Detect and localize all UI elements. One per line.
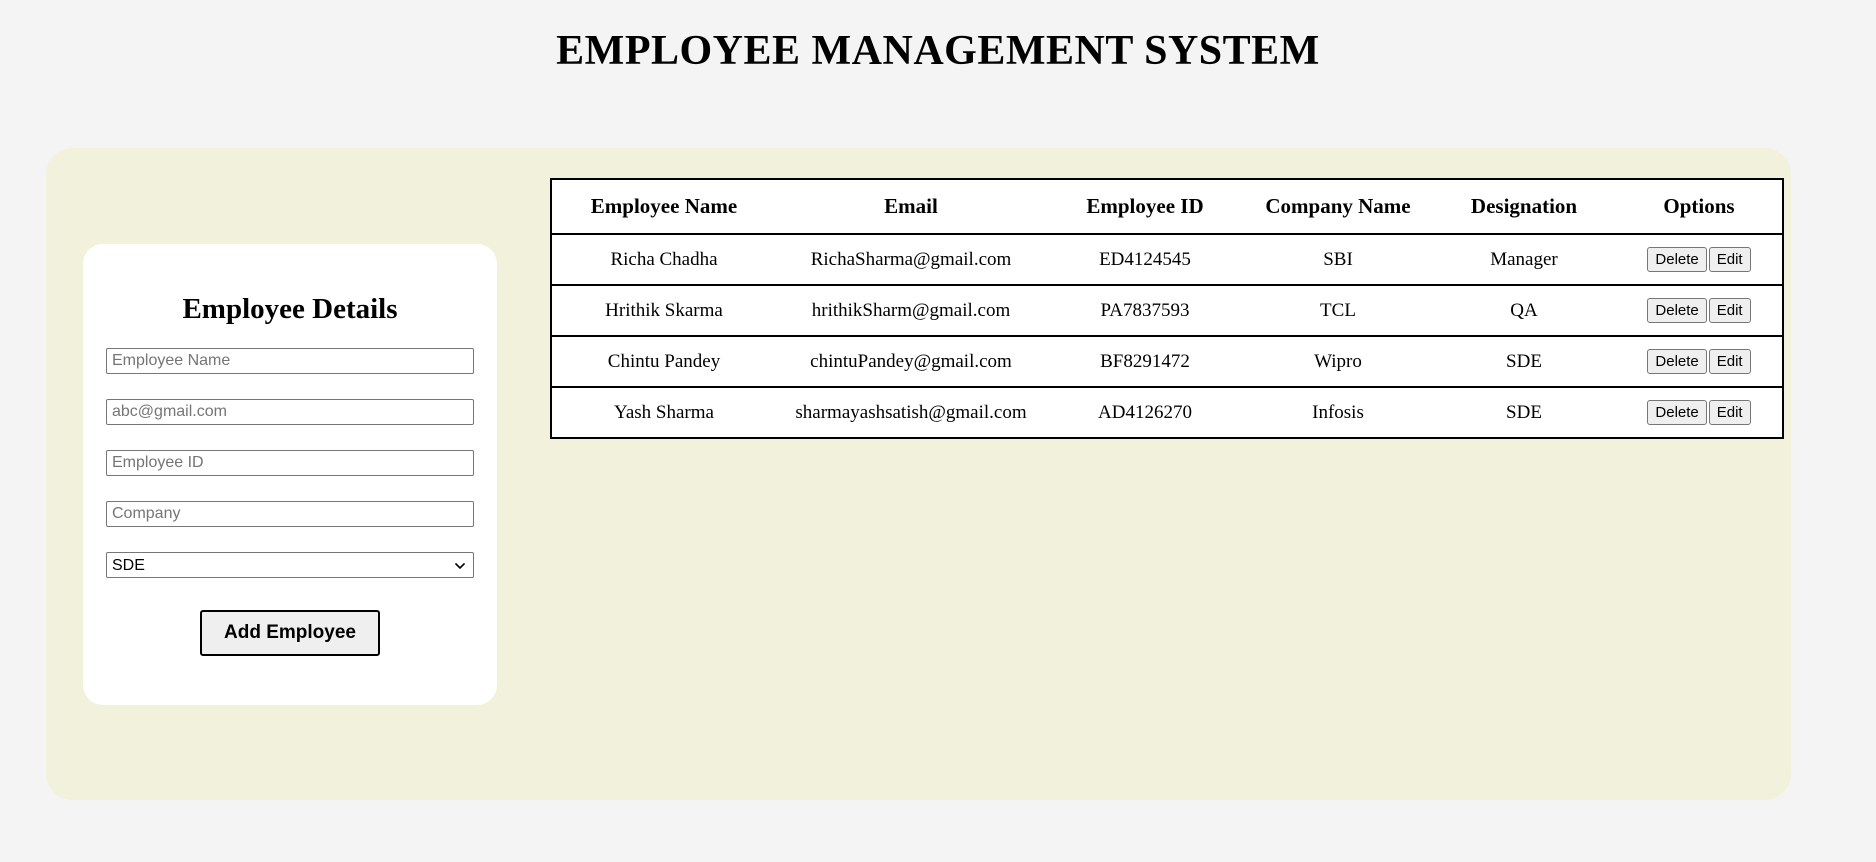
designation-select-wrapper bbox=[106, 552, 474, 578]
cell-employee-id: ED4124545 bbox=[1046, 234, 1244, 285]
table-header-row bbox=[551, 179, 1783, 234]
cell-email: sharmayashsatish@gmail.com bbox=[776, 387, 1046, 438]
edit-button[interactable]: Edit bbox=[1709, 400, 1751, 425]
cell-employee-name: Hrithik Skarma bbox=[551, 285, 776, 336]
cell-options bbox=[1616, 387, 1783, 438]
column-header-employee-name: Employee Name bbox=[551, 179, 776, 234]
cell-designation: SDE bbox=[1432, 387, 1616, 438]
cell-employee-name: Chintu Pandey bbox=[551, 336, 776, 387]
cell-company: Wipro bbox=[1244, 336, 1432, 387]
cell-designation: SDE bbox=[1432, 336, 1616, 387]
table-row bbox=[551, 387, 1783, 438]
delete-button[interactable]: Delete bbox=[1647, 400, 1706, 425]
delete-button[interactable]: Delete bbox=[1647, 349, 1706, 374]
cell-employee-id: BF8291472 bbox=[1046, 336, 1244, 387]
employee-name-input[interactable] bbox=[106, 348, 474, 374]
page-title: EMPLOYEE MANAGEMENT SYSTEM bbox=[556, 28, 1320, 74]
form-fields bbox=[106, 348, 474, 578]
cell-employee-name: Richa Chadha bbox=[551, 234, 776, 285]
column-header-designation: Designation bbox=[1432, 179, 1616, 234]
cell-email: chintuPandey@gmail.com bbox=[776, 336, 1046, 387]
delete-button[interactable]: Delete bbox=[1647, 298, 1706, 323]
cell-employee-id: PA7837593 bbox=[1046, 285, 1244, 336]
cell-employee-name: Yash Sharma bbox=[551, 387, 776, 438]
delete-button[interactable]: Delete bbox=[1647, 247, 1706, 272]
edit-button[interactable]: Edit bbox=[1709, 349, 1751, 374]
employee-table bbox=[550, 178, 1784, 439]
content-panel bbox=[46, 148, 1791, 800]
edit-button[interactable]: Edit bbox=[1709, 247, 1751, 272]
cell-company: Infosis bbox=[1244, 387, 1432, 438]
cell-company: TCL bbox=[1244, 285, 1432, 336]
table-row bbox=[551, 285, 1783, 336]
cell-options bbox=[1616, 234, 1783, 285]
column-header-email: Email bbox=[776, 179, 1046, 234]
cell-designation: Manager bbox=[1432, 234, 1616, 285]
cell-options bbox=[1616, 285, 1783, 336]
company-input[interactable] bbox=[106, 501, 474, 527]
table-body bbox=[551, 234, 1783, 438]
submit-row bbox=[83, 610, 497, 656]
cell-email: hrithikSharm@gmail.com bbox=[776, 285, 1046, 336]
form-title: Employee Details bbox=[182, 293, 398, 325]
employee-form-card bbox=[83, 244, 497, 705]
add-employee-button[interactable]: Add Employee bbox=[200, 610, 380, 656]
column-header-company-name: Company Name bbox=[1244, 179, 1432, 234]
table-header bbox=[551, 179, 1783, 234]
employee-table-wrapper bbox=[550, 178, 1743, 439]
edit-button[interactable]: Edit bbox=[1709, 298, 1751, 323]
cell-designation: QA bbox=[1432, 285, 1616, 336]
cell-company: SBI bbox=[1244, 234, 1432, 285]
table-row bbox=[551, 336, 1783, 387]
column-header-options: Options bbox=[1616, 179, 1783, 234]
cell-employee-id: AD4126270 bbox=[1046, 387, 1244, 438]
column-header-employee-id: Employee ID bbox=[1046, 179, 1244, 234]
table-row bbox=[551, 234, 1783, 285]
cell-options bbox=[1616, 336, 1783, 387]
cell-email: RichaSharma@gmail.com bbox=[776, 234, 1046, 285]
employee-id-input[interactable] bbox=[106, 450, 474, 476]
email-input[interactable] bbox=[106, 399, 474, 425]
designation-select[interactable] bbox=[106, 552, 474, 578]
